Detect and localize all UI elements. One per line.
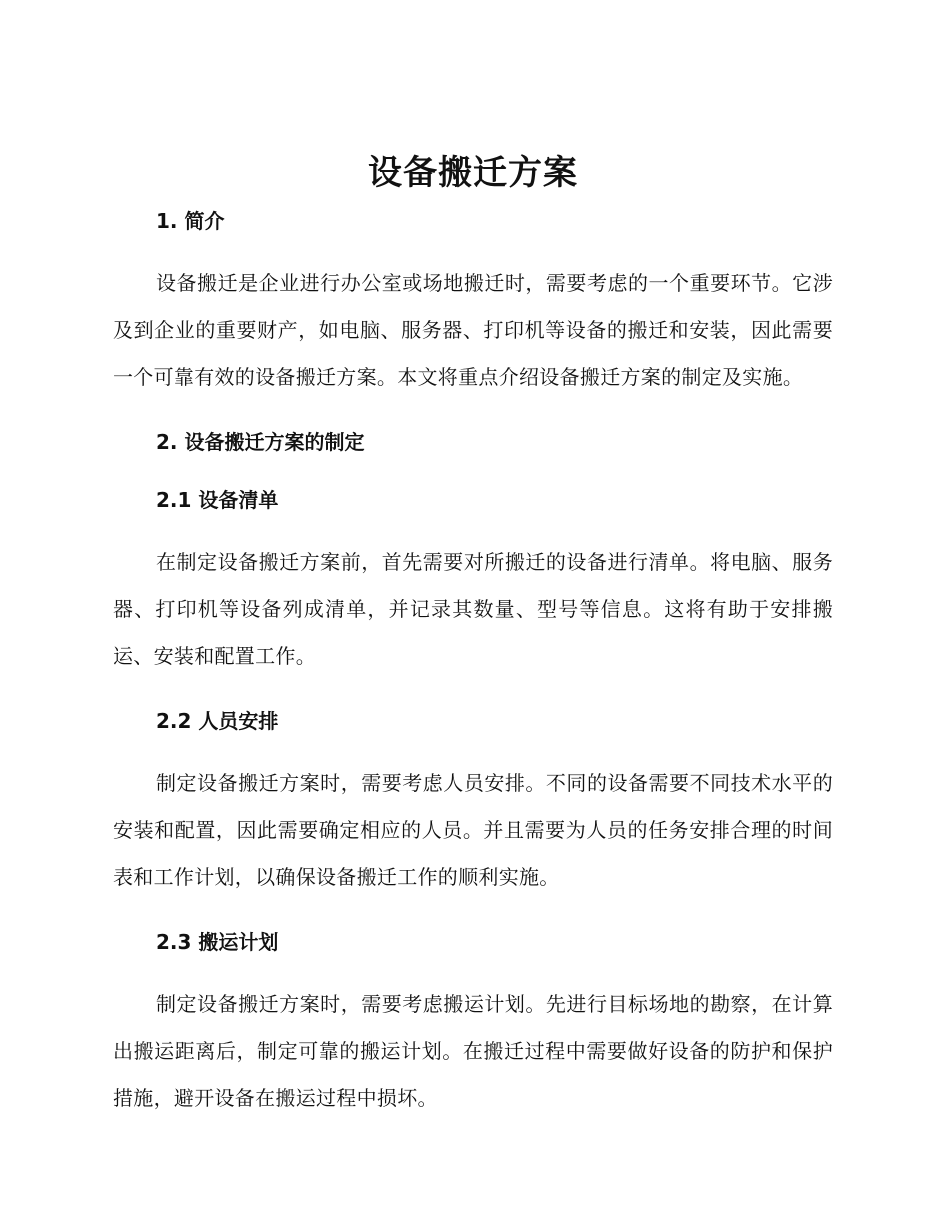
section-paragraph-equipment-list: 在制定设备搬迁方案前，首先需要对所搬迁的设备进行清单。将电脑、服务器、打印机等设备列成清单，并记录其数量、型号等信息。这将有助于安排搬运、安装和配置工作。 [113,550,833,668]
section-heading-transport-plan: 2.3 搬运计划 [156,930,279,954]
section-paragraph-staffing: 制定设备搬迁方案时，需要考虑人员安排。不同的设备需要不同技术水平的安装和配置，因此需要确定相应的人员。并且需要为人员的任务安排合理的时间表和工作计划，以确保设备搬迁工作的顺利实施。 [113,771,833,889]
section-heading-equipment-list: 2.1 设备清单 [156,488,279,512]
document-body [113,150,833,1122]
section-paragraph-intro: 设备搬迁是企业进行办公室或场地搬迁时，需要考虑的一个重要环节。它涉及到企业的重要财产，如电脑、服务器、打印机等设备的搬迁和安装，因此需要一个可靠有效的设备搬迁方案。本文将重点介绍设备搬迁方案的制定及实施。 [113,271,833,389]
section-heading-plan: 2. 设备搬迁方案的制定 [156,430,365,454]
document-title: 设备搬迁方案 [368,153,578,193]
section-heading-staffing: 2.2 人员安排 [156,709,279,733]
section-heading-intro: 1. 简介 [156,209,225,233]
section-paragraph-transport-plan: 制定设备搬迁方案时，需要考虑搬运计划。先进行目标场地的勘察，在计算出搬运距离后，制定可靠的搬运计划。在搬迁过程中需要做好设备的防护和保护措施，避开设备在搬运过程中损坏。 [113,992,833,1110]
